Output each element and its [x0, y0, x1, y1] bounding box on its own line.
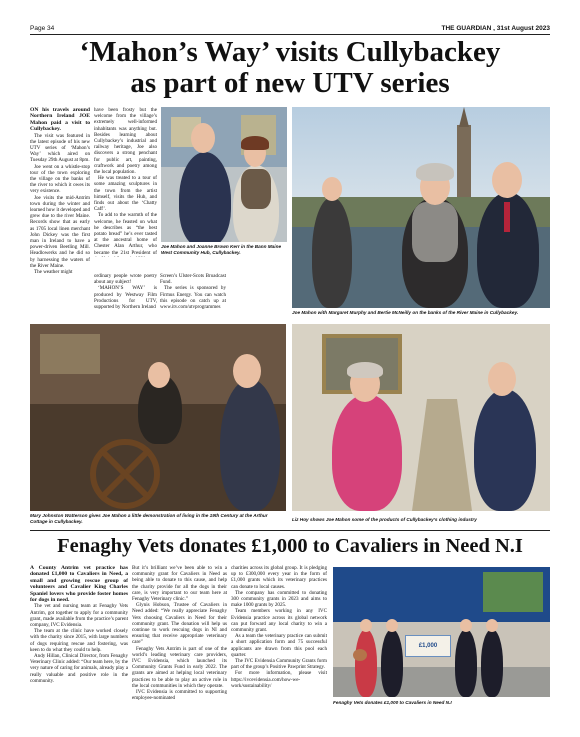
header-rule	[30, 34, 550, 35]
article2-paragraph: The IVC Evidensia Community Grants form part of the group’s Positive Pawprint Strategy.	[231, 658, 327, 671]
caption-photo-cottage: Mary Johnston Watterson gives Joe Mahon a little demonstration of living in the 19th Century at the Arthur Cottage in Cullybackey.	[30, 513, 268, 524]
article2-paragraph: Andy Hillan, Clinical Director, from Fenaghy Veterinary Clinic added: “Our team here, by the very nature of caring for animals, already play a really valuable and positive role in the community.	[30, 653, 128, 684]
mary-head	[148, 362, 170, 388]
article1-column-3b	[160, 273, 226, 319]
staff-figure	[381, 629, 403, 697]
joe-head	[191, 123, 215, 153]
article1-headline-line1: ‘Mahon’s Way’ visits Cullybackey	[79, 36, 501, 68]
article2-paragraph: As a team the veterinary practice can submit a short application form and 75 successful applicants are drawn from this pool each quarter.	[231, 633, 327, 658]
joe-head-2	[233, 354, 261, 388]
tie	[504, 202, 510, 232]
coat-on-mannequin	[412, 399, 472, 511]
article1-paragraph: Screen’s Ulster-Scots Broadcast Fund.	[160, 273, 226, 286]
article2-paragraph: Fenaghy Vets Antrim is part of one of the world’s leading veterinary care providers, IVC Evidensia, which launched its Community Grants Fund in early 2022. The grants are aimed at helping local veterinary practices to be able to play an active role in the local communities in which they operate.	[132, 645, 227, 689]
article2-paragraph: Team members working in any IVC Evidensia practice across its global network can put forward any local charity to win a community grant.	[231, 608, 327, 634]
page-number: Page 34	[30, 25, 55, 32]
staff-figure	[455, 629, 477, 697]
cavalier-dog	[353, 649, 367, 661]
article1-paragraph: Joe visits the mid-Antrim town during the winter and learned how it developed and grew due to the river Maine. Records show that as early as 1705 local linen merchant John Dickey was the first man in Ireland to have a power-driven Beetling Mill. Headlowerks and he did so by harnessing the waters of the River Maine.	[30, 194, 90, 269]
liz-hoy-figure	[332, 394, 402, 511]
joe-mahon-figure	[179, 152, 231, 242]
dresser	[40, 334, 100, 374]
article2-lead: A County Antrim vet practice has donated £1,000 to Cavaliers in Need, a small and growing rescue group of volunteers and Cavalier King Charles Spaniel lovers who provide foster homes for dogs in need.	[30, 565, 128, 604]
caption-photo-clothing: Liz Hoy shows Joe Mahon some of the products of Cullybackey’s clothing industry	[292, 517, 477, 522]
article2-paragraph: For more information, please visit https://ivcevidensia.com/how-we-work/sustainability/	[231, 670, 327, 689]
joanne-hair	[241, 136, 269, 150]
article1-paragraph: Joe went on a whistle-stop tour of the town exploring the village on the banks of the river to which it owes its very existence.	[30, 163, 90, 195]
joe-mahon-figure-3	[474, 389, 536, 511]
caption-photo-hub: Joe Mahon and Joanne Brown Kerr in the Bann Maine West Community Hub, Cullybackey.	[161, 244, 282, 255]
article1-paragraph: ordinary people wrote poetry about any subject!	[94, 273, 157, 286]
woman-hair	[416, 163, 454, 181]
staff-head	[386, 619, 398, 632]
article2-paragraph: Glynis Hobson, Trustee of Cavaliers in Need added: “We really appreciate Fenaghy Vets choosing Cavaliers in Need for their community grant. The donation will help us continue to work rescuing dogs in NI and ensuring that receive appropriate veterinary care”	[132, 602, 227, 646]
article1-paragraph: have been frosty but the welcome from the village’s extremely well-informed inhabitants was anything but. Besides learning about Cullybackey’s industrial and railway heritage, Joe also discovers a strong penchant for public art, painting, craftwork and poetry among the local population.	[94, 107, 157, 176]
article2-paragraph: The company has committed to donating 300 community grants in 2023 and aims to make 1000 grants by 2025.	[231, 589, 327, 609]
trees	[483, 572, 543, 612]
article-divider	[30, 530, 550, 531]
article1-column-2	[94, 107, 157, 257]
photo-river-maine	[292, 107, 550, 308]
article2-column-1	[30, 565, 128, 725]
article1-column-2b	[94, 273, 157, 319]
masthead: THE GUARDIAN , 31st August 2023	[441, 25, 550, 32]
article2-column-2	[132, 565, 227, 725]
article1-column-1	[30, 107, 90, 319]
article2-headline: Fenaghy Vets donates £1,000 to Cavaliers in Need N.I	[57, 535, 523, 557]
article1-paragraph: The visit was featured in the latest episode of his new UTV series of ‘Mahon’s Way’ which aired on Tuesday 29th August at 8pm.	[30, 132, 90, 164]
article2-paragraph: charities across its global group. It is pledging up to £300,000 every year in the form of £1,000 grants which its veterinary practices can donate to local causes.	[231, 565, 327, 590]
staff-head	[360, 619, 372, 632]
article1-paragraph: The weather might	[34, 269, 73, 276]
photo-fenaghy-vets	[333, 567, 550, 697]
margaret-figure	[312, 197, 352, 308]
margaret-head	[322, 177, 342, 201]
article1-paragraph: ‘MAHON’S WAY’ is produced by Westway Film Productions for UTV, supported by Northern Ireland	[94, 285, 157, 311]
staff-figure	[355, 629, 377, 697]
liz-hair	[347, 362, 383, 378]
article1-paragraph: To add to the warmth of the welcome, he feasted on what he describes as “the best potato bread” he’s ever tasted at the ancestral home of Chester Alan Arthur, who became the 21st President of	[94, 212, 157, 256]
article1-paragraph: The series is sponsored by Firmus Energy. You can watch this episode on catch up at www.itv.com/utvprogrammes	[160, 285, 226, 311]
leopard-scarf	[412, 202, 458, 262]
photo-arthur-cottage	[30, 324, 286, 511]
staff-figure	[481, 629, 503, 697]
caption-fenaghy-vets: Fenaghy Vets donates £1,000 to Cavaliers in Need N.I	[333, 700, 452, 705]
caption-photo-river: Joe Mahon with Margaret Murphy and Bertie McNeilly on the banks of the River Maine in Cullybackey.	[292, 310, 519, 315]
article1-headline-line2: as part of new UTV series	[130, 67, 450, 99]
article2-paragraph: The vet and nursing team at Fenaghy Vets Antrim, got together to apply for a community grant, made available from the practice’s parent company, IVC Evidensia.	[30, 603, 128, 629]
cheque	[405, 635, 451, 657]
article1-lead: ON his travels around Northern Ireland JOE Mahon paid a visit to Cullybackey.	[30, 107, 90, 133]
bertie-head	[492, 162, 522, 198]
article2-paragraph: IVC Evidensia is committed to supporting employee-nominated	[132, 689, 227, 702]
photo-clothing	[292, 324, 550, 511]
article2-column-3	[231, 565, 327, 725]
article2-paragraph: But it’s brilliant we’ve been able to win a community grant for Cavaliers in Need as being able to donate to this cause, and help the charity provide for all the dogs in their care, is very important to our team here at Fenaghy Veterinary clinic.”	[132, 565, 227, 603]
staff-head	[460, 619, 472, 632]
scarf	[241, 169, 271, 209]
article1-paragraph: He was treated to a tour of some amazing sculptures in the town from the artist himself, visits the Hub, and finds out about the ‘Chatty Caff’.	[94, 175, 157, 213]
joe-head-3	[488, 362, 516, 396]
photo-hub	[161, 107, 287, 242]
article2-paragraph: The team at the clinic have worked closely with the charity since 2015, with large numbers of dogs requiring rescue and fostering, was keen to do what they could to help.	[30, 628, 128, 653]
staff-head	[486, 619, 498, 632]
joe-mahon-figure-2	[220, 379, 280, 511]
cheque-amount: £1,000	[418, 643, 438, 649]
